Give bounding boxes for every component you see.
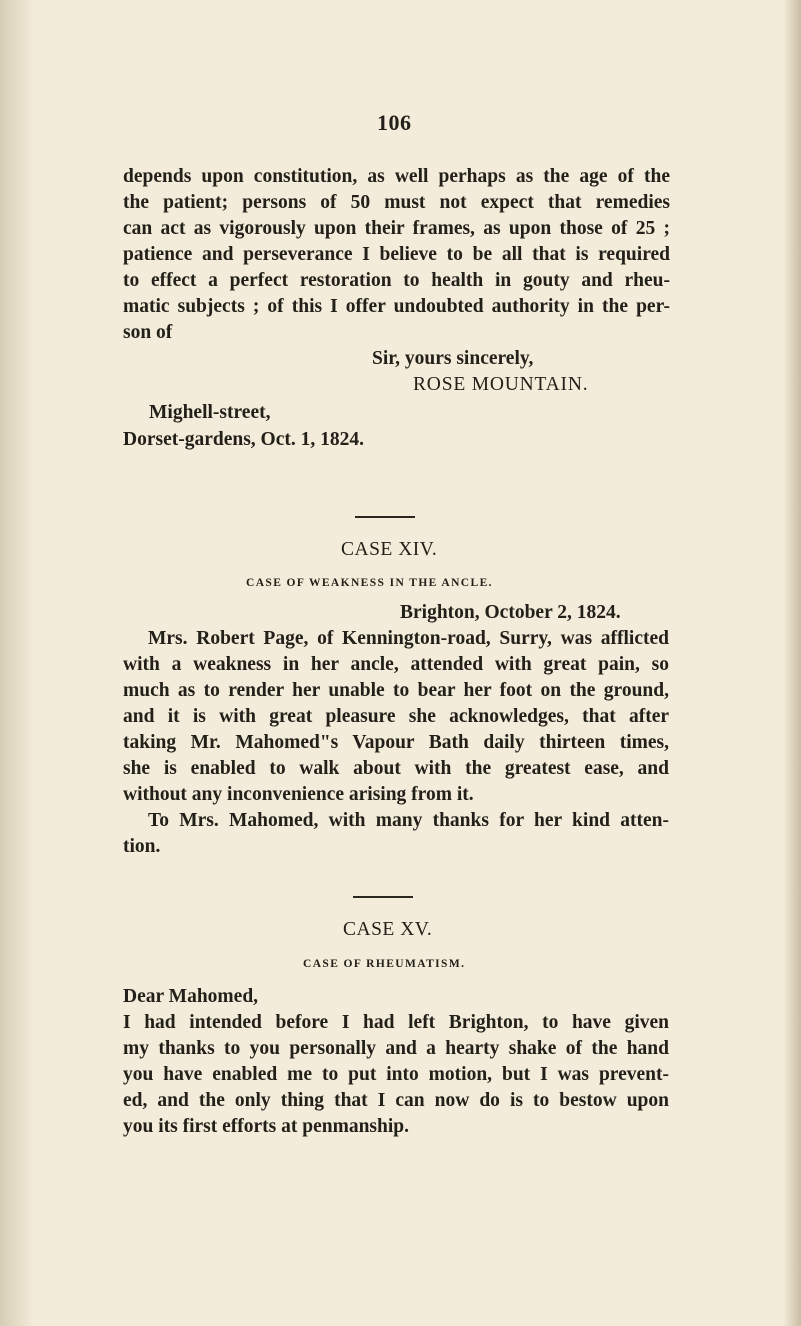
body-line: can act as vigorously upon their frames, as upon those of 25 ; [123,218,670,239]
body-line: depends upon constitution, as well perhaps as the age of the [123,166,670,187]
body-line: ed, and the only thing that I can now do is to bestow upon [123,1090,669,1111]
body-line: my thanks to you personally and a hearty shake of the hand [123,1038,669,1059]
body-line: you have enabled me to put into motion, but I was prevent- [123,1064,669,1085]
section-divider [355,516,415,518]
section-divider [353,896,413,898]
dateline: Brighton, October 2, 1824. [400,602,621,623]
body-line: she is enabled to walk about with the greatest ease, and [123,758,669,779]
body-line: with a weakness in her ancle, attended with great pain, so [123,654,669,675]
letter-signature: ROSE MOUNTAIN. [413,374,589,395]
body-line: and it is with great pleasure she acknowledges, that after [123,706,669,727]
body-line: patience and perseverance I believe to be all that is required [123,244,670,265]
body-line: To Mrs. Mahomed, with many thanks for her kind atten- [148,810,669,831]
body-line: to effect a perfect restoration to health in gouty and rheu- [123,270,670,291]
letter-address-line: Dorset-gardens, Oct. 1, 1824. [123,429,364,450]
body-line: taking Mr. Mahomed"s Vapour Bath daily thirteen times, [123,732,669,753]
body-line: the patient; persons of 50 must not expect that remedies [123,192,670,213]
body-line: matic subjects ; of this I offer undoubted authority in the per- [123,296,670,317]
letter-address-line: Mighell-street, [149,402,271,423]
page-gutter-shadow [0,0,34,1326]
body-line: without any inconvenience arising from it. [123,784,474,805]
body-line: Mrs. Robert Page, of Kennington-road, Surry, was afflicted [148,628,669,649]
case-subheading: CASE OF WEAKNESS IN THE ANCLE. [246,577,493,589]
body-line: you its first efforts at penmanship. [123,1116,409,1137]
body-line: much as to render her unable to bear her foot on the ground, [123,680,669,701]
case-subheading: CASE OF RHEUMATISM. [303,958,466,970]
body-line: tion. [123,836,161,857]
case-heading: CASE XV. [343,919,433,940]
letter-salutation: Sir, yours sincerely, [372,348,534,369]
body-line: I had intended before I had left Brighton, to have given [123,1012,669,1033]
page-edge-shadow [783,0,801,1326]
body-line: son of [123,322,173,343]
case-heading: CASE XIV. [341,539,438,560]
page-number: 106 [377,110,412,135]
letter-greeting: Dear Mahomed, [123,986,259,1007]
